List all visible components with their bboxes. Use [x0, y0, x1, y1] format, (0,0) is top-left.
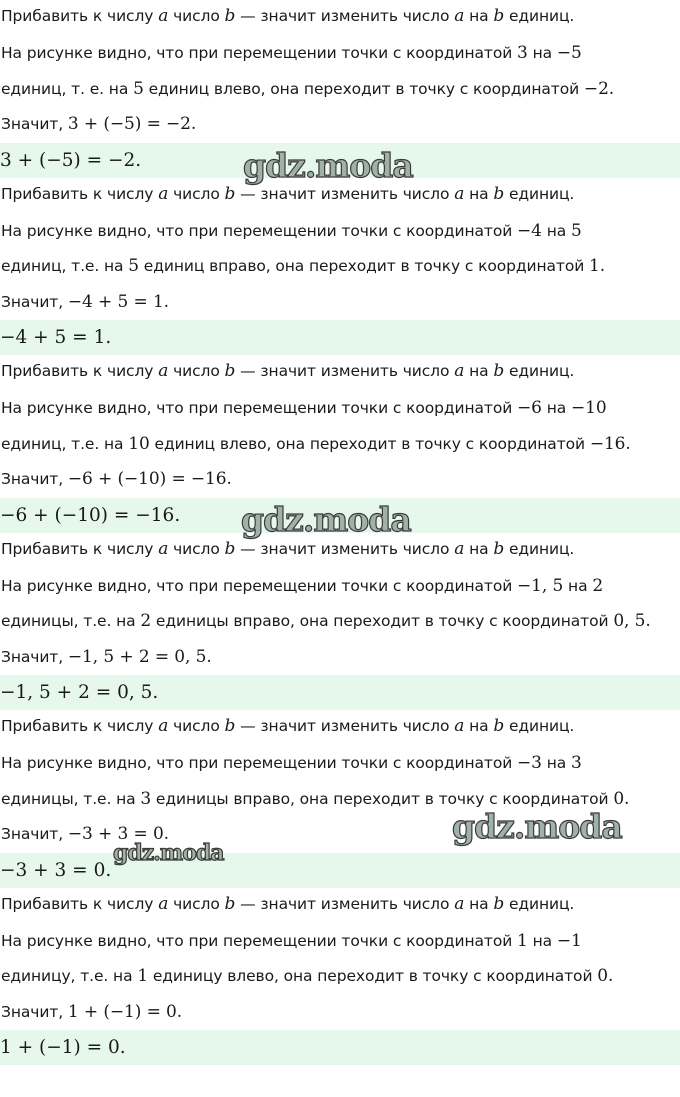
observation-line [0, 569, 680, 605]
watermark-2: gdz.moda [241, 500, 411, 539]
math-expression: −1 [556, 930, 582, 951]
intro-dash-text: — значит изменить число [240, 362, 450, 380]
var-b: b [224, 6, 236, 26]
observation-line [0, 214, 680, 250]
text-fragment: единицы, т.е. на [1, 789, 141, 808]
conclusion-line [0, 995, 680, 1031]
var-a: a [158, 538, 169, 559]
text-fragment: единиц влево, она переходит в точку с координатой [149, 434, 590, 453]
text-fragment: на [541, 754, 571, 772]
text-fragment: на [563, 576, 593, 595]
intro-on: на [469, 717, 489, 735]
math-expression: 0. [613, 788, 630, 809]
text-fragment: Значит, [1, 470, 68, 488]
var-b: b [224, 183, 236, 204]
math-expression: −1, 5 + 2 = 0, 5. [67, 646, 212, 667]
var-a: a [454, 538, 465, 559]
intro-prefix: Прибавить к числу [1, 539, 154, 558]
watermark-4: gdz.moda [113, 840, 224, 866]
solution-block [0, 0, 680, 178]
math-expression: 2 [140, 611, 152, 631]
var-b: b [493, 893, 505, 914]
intro-units: единиц. [508, 184, 575, 203]
text-fragment: на [527, 931, 557, 950]
intro-on: на [469, 539, 489, 558]
intro-prefix: Прибавить к числу [1, 894, 154, 913]
math-expression: 5 [571, 220, 582, 241]
text-fragment: единицу влево, она переходит в точку с координатой [148, 967, 598, 985]
conclusion-line [0, 640, 680, 676]
answer-highlight: −3 + 3 = 0. [0, 853, 680, 888]
intro-middle: число [173, 717, 220, 735]
math-expression: 1. [589, 256, 606, 276]
math-expression: −4 [517, 220, 542, 241]
math-expression: −1, 5 [517, 575, 564, 596]
definition-line [0, 0, 680, 36]
intro-on: на [469, 894, 489, 913]
intro-middle: число [173, 362, 220, 380]
answer-highlight: −4 + 5 = 1. [0, 320, 680, 355]
text-fragment: Значит, [1, 292, 68, 311]
intro-prefix: Прибавить к числу [1, 362, 154, 380]
movement-line [0, 249, 680, 285]
math-expression: −6 [517, 398, 542, 418]
answer-highlight: −1, 5 + 2 = 0, 5. [0, 675, 680, 710]
intro-middle: число [173, 894, 220, 913]
intro-on: на [469, 184, 489, 203]
math-expression: 0, 5. [613, 611, 651, 631]
math-expression: −3 [517, 753, 542, 773]
text-fragment: На рисунке видно, что при перемещении точки с координатой [1, 576, 518, 595]
intro-prefix: Прибавить к числу [1, 717, 154, 735]
math-expression: 3 [517, 43, 528, 63]
intro-on: на [469, 7, 489, 25]
var-a: a [158, 893, 169, 914]
var-b: b [493, 716, 505, 736]
var-b: b [493, 6, 505, 26]
observation-line [0, 924, 680, 960]
var-b: b [493, 538, 505, 559]
math-expression: 0. [597, 966, 614, 986]
text-fragment: единицы вправо, она переходит в точку с координатой [151, 789, 614, 808]
intro-middle: число [173, 539, 220, 558]
text-fragment: Значит, [1, 825, 68, 843]
math-expression: −5 [556, 43, 582, 63]
math-expression: 2 [592, 575, 604, 596]
definition-line [0, 710, 680, 746]
watermark-1: gdz.moda [243, 146, 413, 185]
movement-line [0, 959, 680, 995]
var-b: b [224, 538, 236, 559]
text-fragment: единиц вправо, она переходит в точку с координатой [138, 257, 590, 275]
math-expression: −2. [583, 78, 615, 99]
solution-block [0, 888, 680, 1066]
var-a: a [454, 6, 465, 26]
text-fragment: Значит, [1, 647, 68, 666]
var-b: b [224, 893, 236, 914]
math-expression: 1 + (−1) = 0. [67, 1001, 183, 1022]
text-fragment: единицы, т.е. на [1, 612, 141, 630]
answer-highlight: 1 + (−1) = 0. [0, 1030, 680, 1065]
var-a: a [454, 893, 465, 914]
intro-dash-text: — значит изменить число [240, 539, 450, 558]
var-b: b [224, 361, 236, 381]
definition-line [0, 533, 680, 569]
var-b: b [493, 361, 505, 381]
conclusion-line [0, 817, 680, 853]
movement-line [0, 782, 680, 818]
text-fragment: на [541, 399, 571, 417]
intro-units: единиц. [508, 362, 575, 380]
definition-line [0, 178, 680, 214]
math-expression: −16. [589, 433, 631, 454]
intro-units: единиц. [508, 539, 575, 558]
intro-prefix: Прибавить к числу [1, 184, 154, 203]
text-fragment: На рисунке видно, что при перемещении точки с координатой [1, 221, 518, 240]
var-a: a [158, 183, 169, 204]
intro-units: единиц. [508, 7, 575, 25]
answer-highlight: −6 + (−10) = −16. [0, 498, 680, 533]
var-a: a [454, 361, 465, 381]
solution-block [0, 355, 680, 533]
math-expression: 5 [133, 78, 144, 99]
intro-dash-text: — значит изменить число [240, 717, 450, 735]
text-fragment: На рисунке видно, что при перемещении точки с координатой [1, 44, 518, 62]
var-b: b [493, 183, 505, 204]
text-fragment: единиц, т.е. на [1, 257, 129, 275]
var-a: a [158, 716, 169, 736]
text-fragment: единиц влево, она переходит в точку с координатой [143, 79, 584, 98]
var-a: a [158, 361, 169, 381]
var-a: a [158, 6, 169, 26]
conclusion-line [0, 285, 680, 321]
intro-prefix: Прибавить к числу [1, 7, 154, 25]
var-a: a [454, 716, 465, 736]
text-fragment: единиц, т. е. на [1, 79, 134, 98]
text-fragment: на [541, 221, 571, 240]
text-fragment: На рисунке видно, что при перемещении точки с координатой [1, 754, 518, 772]
solution-block [0, 178, 680, 356]
text-fragment: единиц, т.е. на [1, 434, 129, 453]
watermark-3: gdz.moda [452, 807, 622, 846]
math-expression: 3 [140, 788, 152, 809]
observation-line [0, 391, 680, 427]
answer-highlight: 3 + (−5) = −2. [0, 143, 680, 178]
solution-block [0, 533, 680, 711]
text-fragment: единицу, т.е. на [1, 967, 138, 985]
observation-line [0, 36, 680, 72]
text-fragment: на [527, 44, 557, 62]
math-expression: −3 + 3 = 0. [67, 824, 169, 844]
intro-units: единиц. [508, 717, 575, 735]
movement-line [0, 427, 680, 463]
math-expression: 1 [137, 966, 149, 986]
intro-dash-text: — значит изменить число [240, 184, 450, 203]
text-fragment: единицы вправо, она переходит в точку с координатой [151, 612, 614, 630]
definition-line [0, 355, 680, 391]
solution-block [0, 710, 680, 888]
conclusion-line [0, 107, 680, 143]
intro-middle: число [173, 184, 220, 203]
observation-line [0, 746, 680, 782]
movement-line [0, 72, 680, 108]
intro-dash-text: — значит изменить число [240, 7, 450, 25]
math-expression: −4 + 5 = 1. [67, 291, 169, 312]
movement-line [0, 604, 680, 640]
math-expression: 3 [571, 753, 582, 773]
text-fragment: Значит, [1, 1002, 68, 1021]
intro-units: единиц. [508, 894, 575, 913]
intro-middle: число [173, 7, 220, 25]
math-expression: −10 [571, 398, 607, 418]
var-a: a [454, 183, 465, 204]
conclusion-line [0, 462, 680, 498]
math-expression: 1 [517, 930, 528, 951]
text-fragment: На рисунке видно, что при перемещении точки с координатой [1, 931, 518, 950]
math-expression: 10 [128, 433, 150, 454]
math-expression: 3 + (−5) = −2. [67, 114, 197, 134]
text-fragment: На рисунке видно, что при перемещении точки с координатой [1, 399, 518, 417]
text-fragment: Значит, [1, 115, 68, 133]
definition-line [0, 888, 680, 924]
math-expression: 5 [128, 256, 139, 276]
math-expression: −6 + (−10) = −16. [67, 469, 232, 489]
intro-on: на [469, 362, 489, 380]
intro-dash-text: — значит изменить число [240, 894, 450, 913]
var-b: b [224, 716, 236, 736]
